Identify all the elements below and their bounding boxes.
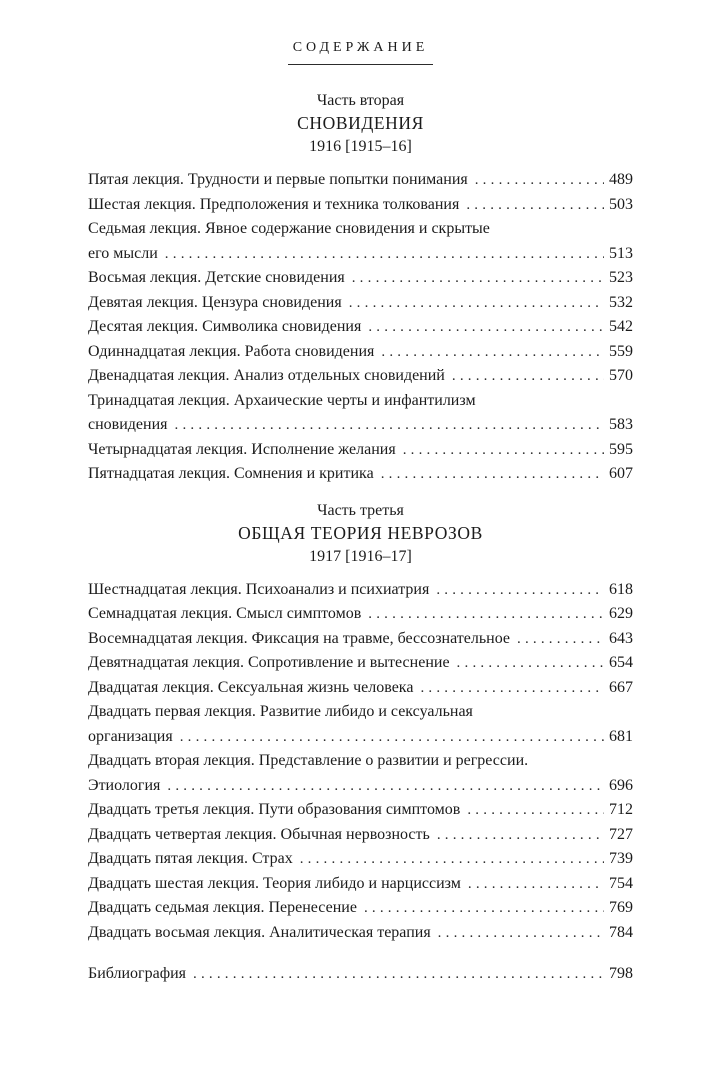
entry-line (88, 896, 633, 921)
entry-line (88, 389, 633, 414)
section-heading (88, 499, 633, 568)
entry-line (88, 847, 633, 872)
entry-line (88, 462, 633, 487)
entry-line (88, 676, 633, 701)
entry-line (88, 725, 633, 750)
dot-leader (420, 676, 604, 701)
entry-line (88, 921, 633, 946)
entry-page-number: 739 (609, 850, 633, 867)
entry-title: Тринадцатая лекция. Архаические черты и инфантилизм (88, 391, 476, 409)
entry-title: Двадцать пятая лекция. Страх (88, 850, 293, 867)
entry-page-number: 532 (609, 293, 633, 311)
entry-title: Шестнадцатая лекция. Психоанализ и психиатрия (88, 580, 430, 598)
toc-entry (88, 217, 633, 266)
entry-line (88, 438, 633, 463)
dot-leader (175, 413, 604, 438)
dot-leader (381, 340, 604, 365)
toc-entry (88, 193, 633, 218)
toc-entry (88, 340, 633, 365)
dot-leader (467, 798, 604, 823)
entry-page-number: 727 (609, 825, 633, 843)
entry-page-number: 595 (609, 440, 633, 458)
dot-leader (165, 242, 604, 267)
entry-line (88, 413, 633, 438)
dot-leader (349, 291, 604, 316)
section-title: ОБЩАЯ ТЕОРИЯ НЕВРОЗОВ (238, 522, 483, 543)
entry-page-number: 696 (609, 776, 633, 794)
dot-leader (381, 462, 604, 487)
dot-leader (167, 774, 604, 799)
dot-leader (475, 168, 604, 193)
toc-entry (88, 627, 633, 652)
entry-title: Девятнадцатая лекция. Сопротивление и вытеснение (88, 654, 450, 671)
page-header (88, 38, 633, 65)
entry-line (88, 340, 633, 365)
entry-line (88, 627, 633, 652)
entry-title: Четырнадцатая лекция. Исполнение желания (88, 440, 396, 458)
toc-entry (88, 676, 633, 701)
dot-leader (436, 578, 604, 603)
entry-title: Семнадцатая лекция. Смысл симптомов (88, 605, 362, 622)
toc-entry (88, 438, 633, 463)
entry-page-number: 712 (609, 801, 633, 818)
entry-page-number: 559 (609, 342, 633, 360)
toc-entry (88, 651, 633, 676)
dot-leader (437, 823, 604, 848)
entry-line (88, 700, 633, 725)
entry-title: Двадцать четвертая лекция. Обычная нервозность (88, 825, 430, 843)
toc-entry (88, 602, 633, 627)
entry-line (88, 798, 633, 823)
entry-title: сновидения (88, 416, 168, 433)
page-title: СОДЕРЖАНИЕ (288, 40, 434, 65)
dot-leader (180, 725, 604, 750)
dot-leader (364, 896, 604, 921)
entry-page-number: 607 (609, 465, 633, 482)
entry-page-number: 513 (609, 244, 633, 262)
entry-line (88, 291, 633, 316)
entry-title: Двадцать первая лекция. Развитие либидо и сексуальная (88, 703, 473, 720)
dot-leader (352, 266, 604, 291)
entry-title: Двадцать восьмая лекция. Аналитическая терапия (88, 923, 431, 941)
dot-leader (457, 651, 604, 676)
entry-title: Пятая лекция. Трудности и первые попытки понимания (88, 171, 468, 188)
dot-leader (403, 438, 604, 463)
entry-page-number: 489 (609, 171, 633, 188)
toc-entry (88, 291, 633, 316)
entry-title: его мысли (88, 244, 158, 262)
entry-line (88, 217, 633, 242)
toc-entry (88, 389, 633, 438)
toc-entry (88, 364, 633, 389)
entry-page-number: 769 (609, 899, 633, 916)
dot-leader (517, 627, 604, 652)
section-title: СНОВИДЕНИЯ (297, 113, 424, 133)
entry-line (88, 266, 633, 291)
entry-page-number: 583 (609, 416, 633, 433)
toc-entry (88, 872, 633, 897)
toc-section (88, 499, 633, 946)
toc-entry (88, 921, 633, 946)
toc-entry (88, 823, 633, 848)
bibliography-entry (88, 962, 633, 987)
entry-line (88, 962, 633, 987)
entry-title: организация (88, 727, 173, 745)
entry-title: Девятая лекция. Цензура сновидения (88, 293, 342, 311)
entry-title: Одиннадцатая лекция. Работа сновидения (88, 342, 375, 360)
entry-page-number: 629 (609, 605, 633, 622)
entry-title: Пятнадцатая лекция. Сомнения и критика (88, 465, 374, 482)
entry-line (88, 193, 633, 218)
entry-title: Двадцать шестая лекция. Теория либидо и нарциссизм (88, 874, 461, 892)
entry-page-number: 784 (609, 923, 633, 941)
entry-page-number: 542 (609, 318, 633, 335)
toc-entry (88, 462, 633, 487)
toc-section (88, 89, 633, 487)
entry-page-number: 681 (609, 727, 633, 745)
entry-line (88, 602, 633, 627)
entry-title: Двадцать третья лекция. Пути образования симптомов (88, 801, 461, 818)
entry-line (88, 315, 633, 340)
section-heading (88, 89, 633, 158)
entry-page-number: 643 (609, 629, 633, 647)
dot-leader (368, 315, 604, 340)
toc-entry (88, 315, 633, 340)
toc-entry (88, 798, 633, 823)
toc-entry (88, 749, 633, 798)
entry-page-number: 618 (609, 580, 633, 598)
entry-page-number: 570 (609, 367, 633, 384)
entry-line (88, 823, 633, 848)
entry-title: Седьмая лекция. Явное содержание сновидения и скрытые (88, 220, 490, 237)
section-part-label: Часть вторая (316, 92, 405, 109)
toc-entry (88, 847, 633, 872)
dot-leader (452, 364, 604, 389)
dot-leader (466, 193, 604, 218)
dot-leader (193, 962, 604, 987)
entry-page-number: 667 (609, 678, 633, 696)
entry-title: Этиология (88, 776, 161, 794)
section-entries (88, 578, 633, 946)
dot-leader (438, 921, 604, 946)
toc-entry (88, 266, 633, 291)
toc-entry (88, 168, 633, 193)
dot-leader (468, 872, 604, 897)
dot-leader (368, 602, 604, 627)
entry-line (88, 774, 633, 799)
section-years: 1917 [1916–17] (309, 547, 412, 565)
entry-line (88, 872, 633, 897)
entry-page-number: 654 (609, 654, 633, 671)
toc-entry (88, 896, 633, 921)
entry-line (88, 242, 633, 267)
entry-title: Библиография (88, 965, 186, 982)
entry-line (88, 749, 633, 774)
entry-title: Десятая лекция. Символика сновидения (88, 318, 362, 335)
entry-title: Шестая лекция. Предположения и техника толкования (88, 195, 460, 213)
toc-entry (88, 578, 633, 603)
entry-line (88, 364, 633, 389)
entry-title: Восьмая лекция. Детские сновидения (88, 269, 345, 286)
entry-line (88, 168, 633, 193)
section-entries (88, 168, 633, 487)
toc-sections (88, 89, 633, 945)
entry-page-number: 798 (609, 965, 633, 982)
section-years: 1916 [1915–16] (309, 138, 412, 155)
entry-title: Двадцать вторая лекция. Представление о развитии и регрессии. (88, 752, 529, 769)
entry-title: Двадцатая лекция. Сексуальная жизнь человека (88, 678, 414, 696)
section-part-label: Часть третья (317, 501, 404, 519)
entry-title: Двенадцатая лекция. Анализ отдельных сновидений (88, 367, 445, 384)
entry-title: Двадцать седьмая лекция. Перенесение (88, 899, 357, 916)
entry-title: Восемнадцатая лекция. Фиксация на травме, бессознательное (88, 629, 510, 647)
toc-entry (88, 700, 633, 749)
entry-page-number: 754 (609, 874, 633, 892)
entry-line (88, 578, 633, 603)
dot-leader (300, 847, 604, 872)
entry-page-number: 503 (609, 195, 633, 213)
entry-line (88, 651, 633, 676)
entry-page-number: 523 (609, 269, 633, 286)
